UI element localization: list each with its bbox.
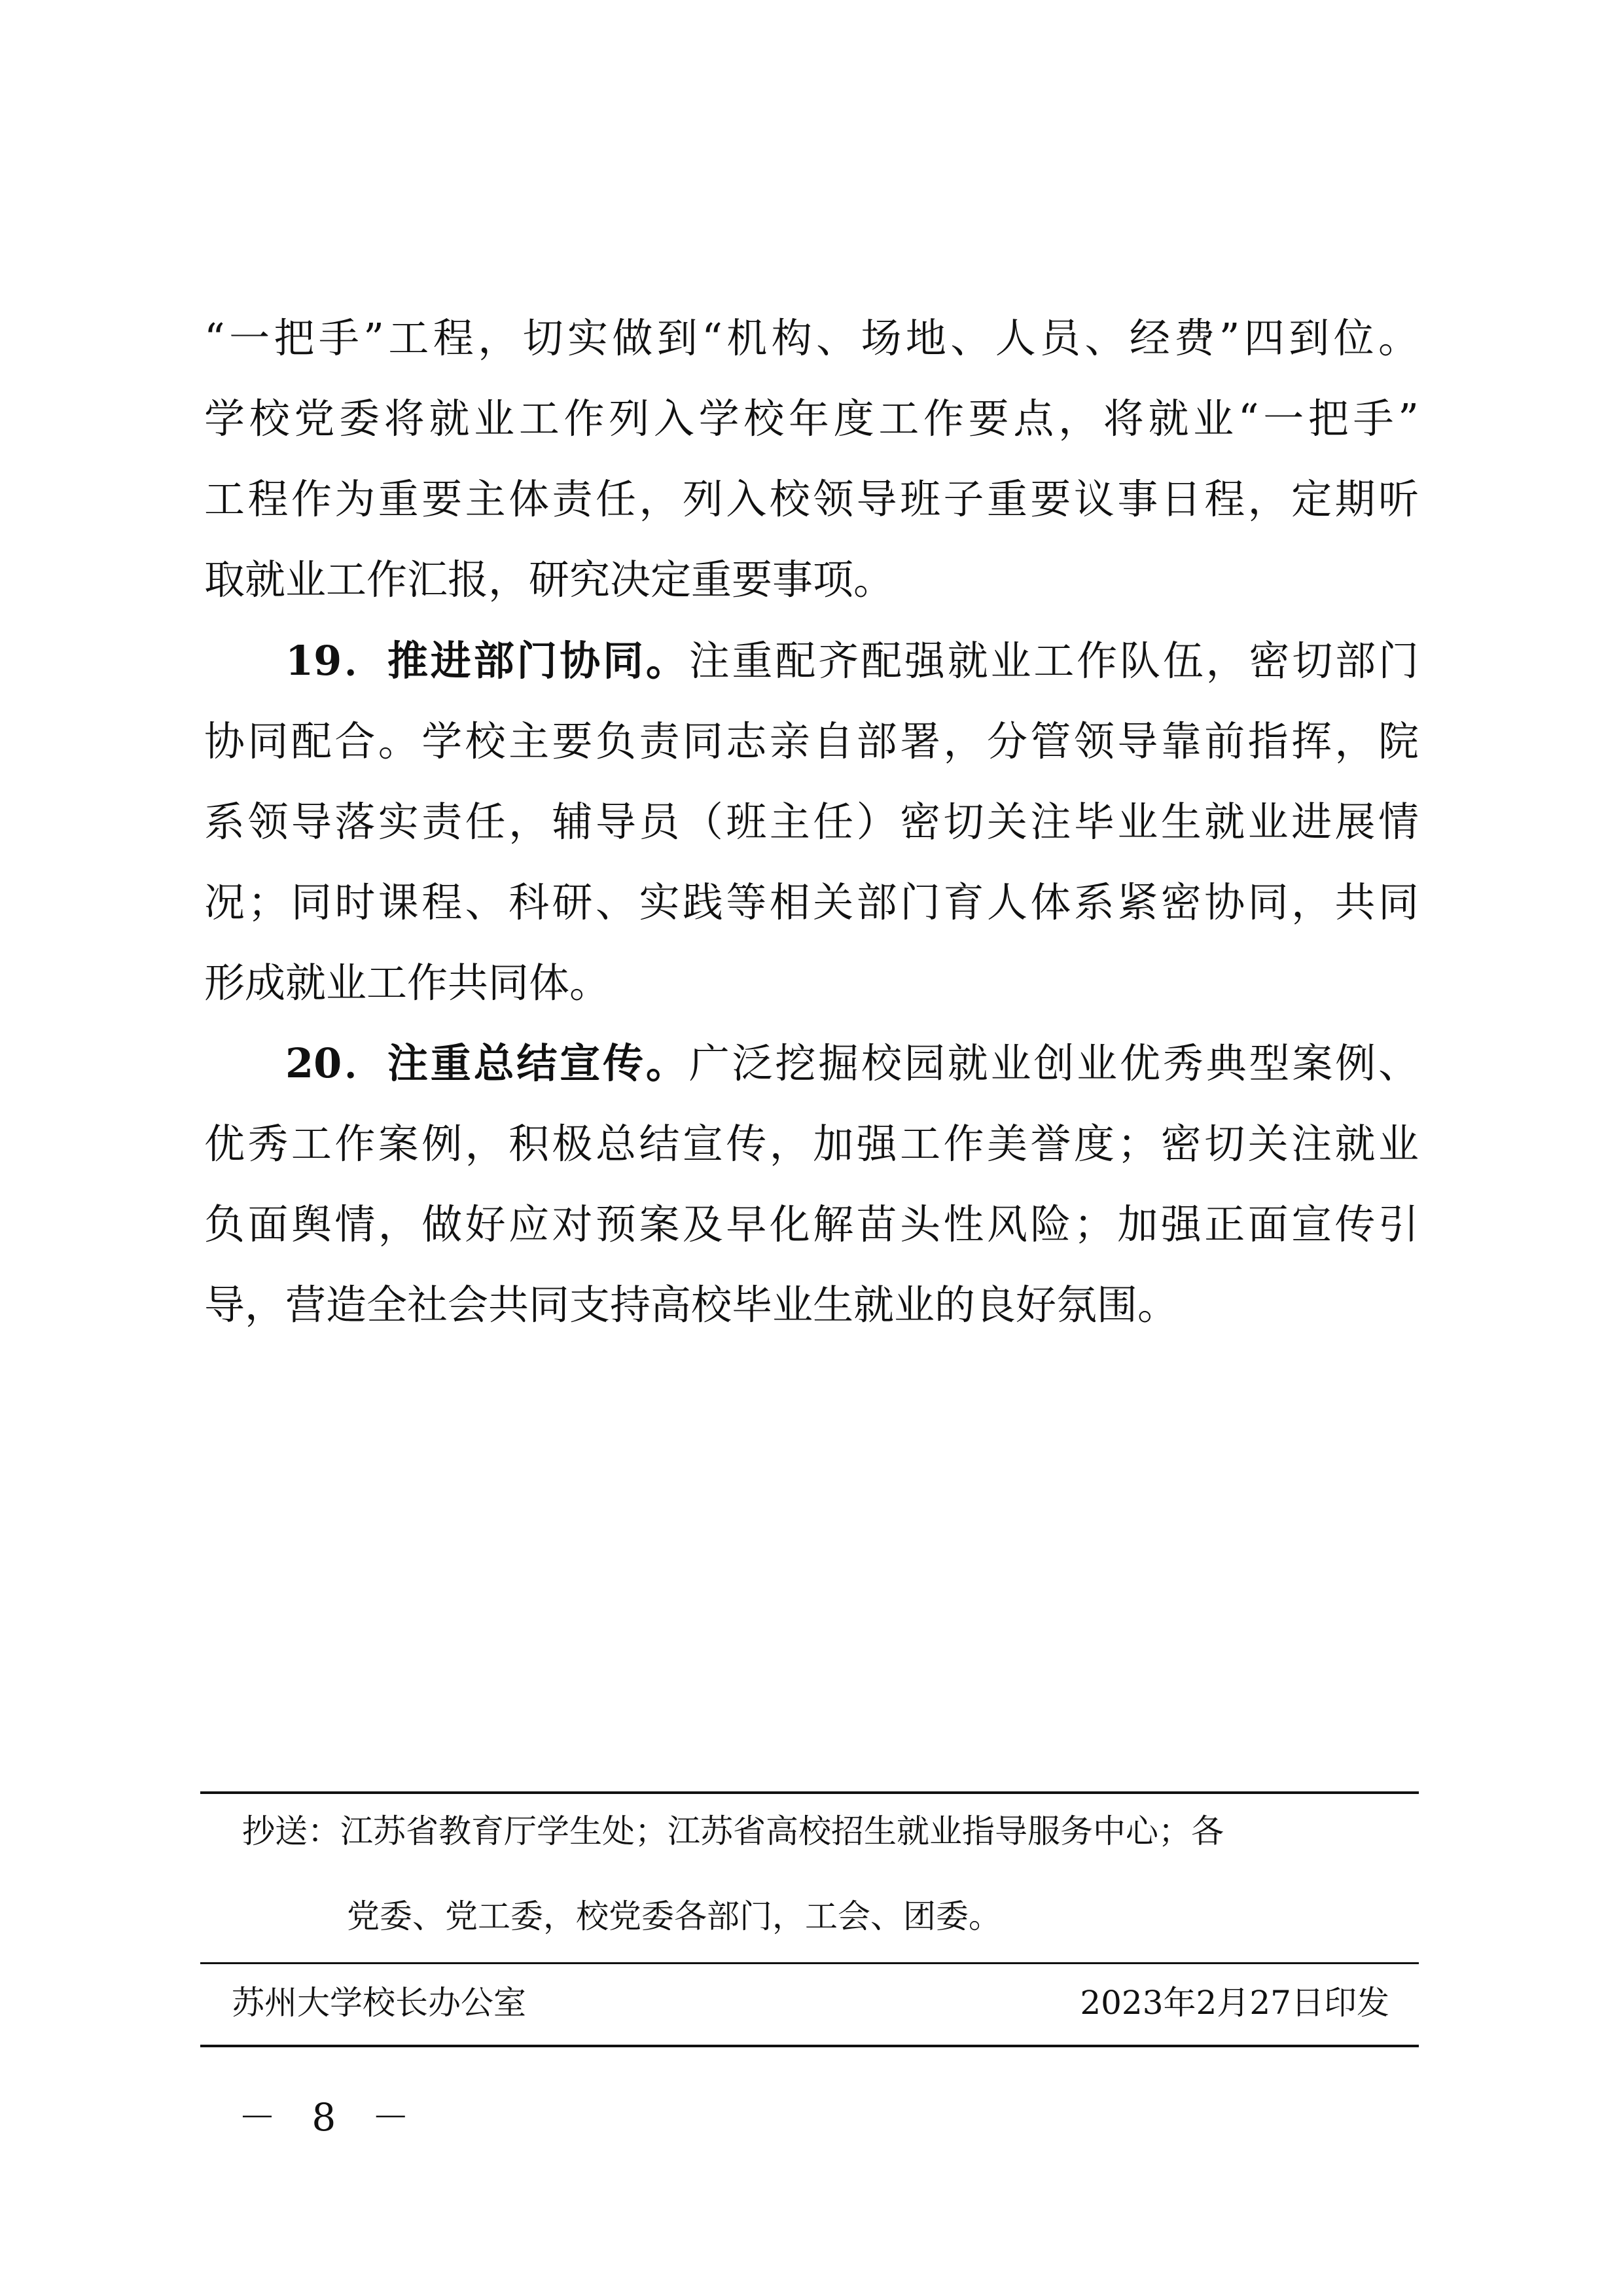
intro-line: 学校党委将就业工作列入学校年度工作要点，将就业“一把手”	[204, 395, 1419, 442]
page-number: － 8 －	[238, 2095, 421, 2140]
item-19-first-line	[204, 620, 1419, 701]
item-19-line: 况；同时课程、科研、实践等相关部门育人体系紧密协同，共同	[204, 878, 1419, 926]
issuer-name: 苏州大学校长办公室	[232, 1984, 526, 2022]
item-20-paragraph	[204, 1023, 1419, 1345]
item-20-heading: 注重总结宣传。	[387, 1039, 689, 1087]
item-19-line: 形成就业工作共同体。	[204, 959, 611, 1007]
footer-top-rule	[200, 1791, 1419, 1794]
cc-line-2: 党委、党工委，校党委各部门，工会、团委。	[347, 1897, 1001, 1935]
intro-line: 工程作为重要主体责任，列入校领导班子重要议事日程，定期听	[204, 475, 1419, 523]
footer-bottom-rule	[200, 2045, 1419, 2047]
intro-line: “一把手”工程，切实做到“机构、场地、人员、经费”四到位。	[204, 314, 1419, 362]
footer-middle-rule	[200, 1962, 1419, 1964]
item-20-number: 20．	[285, 1039, 387, 1087]
item-20-line: 导，营造全社会共同支持高校毕业生就业的良好氛围。	[204, 1281, 1179, 1329]
item-19-line: 协同配合。学校主要负责同志亲自部署，分管领导靠前指挥，院	[204, 717, 1419, 765]
item-20-first-line	[204, 1023, 1419, 1103]
intro-paragraph	[204, 298, 1419, 620]
item-19-number: 19．	[285, 637, 387, 685]
item-19-paragraph	[204, 620, 1419, 1023]
item-20-line: 优秀工作案例，积极总结宣传，加强工作美誉度；密切关注就业	[204, 1120, 1419, 1168]
intro-line: 取就业工作汇报，研究决定重要事项。	[204, 556, 895, 603]
cc-line-1: 抄送：江苏省教育厅学生处；江苏省高校招生就业指导服务中心；各	[242, 1812, 1224, 1850]
item-20-line: 广泛挖掘校园就业创业优秀典型案例、	[688, 1039, 1419, 1087]
item-19-line: 系领导落实责任，辅导员（班主任）密切关注毕业生就业进展情	[204, 798, 1419, 846]
issue-date: 2023年2月27日印发	[1080, 1984, 1389, 2022]
item-19-heading: 推进部门协同。	[387, 637, 689, 685]
item-19-line: 注重配齐配强就业工作队伍，密切部门	[688, 637, 1419, 685]
item-20-line: 负面舆情，做好应对预案及早化解苗头性风险；加强正面宣传引	[204, 1200, 1419, 1248]
